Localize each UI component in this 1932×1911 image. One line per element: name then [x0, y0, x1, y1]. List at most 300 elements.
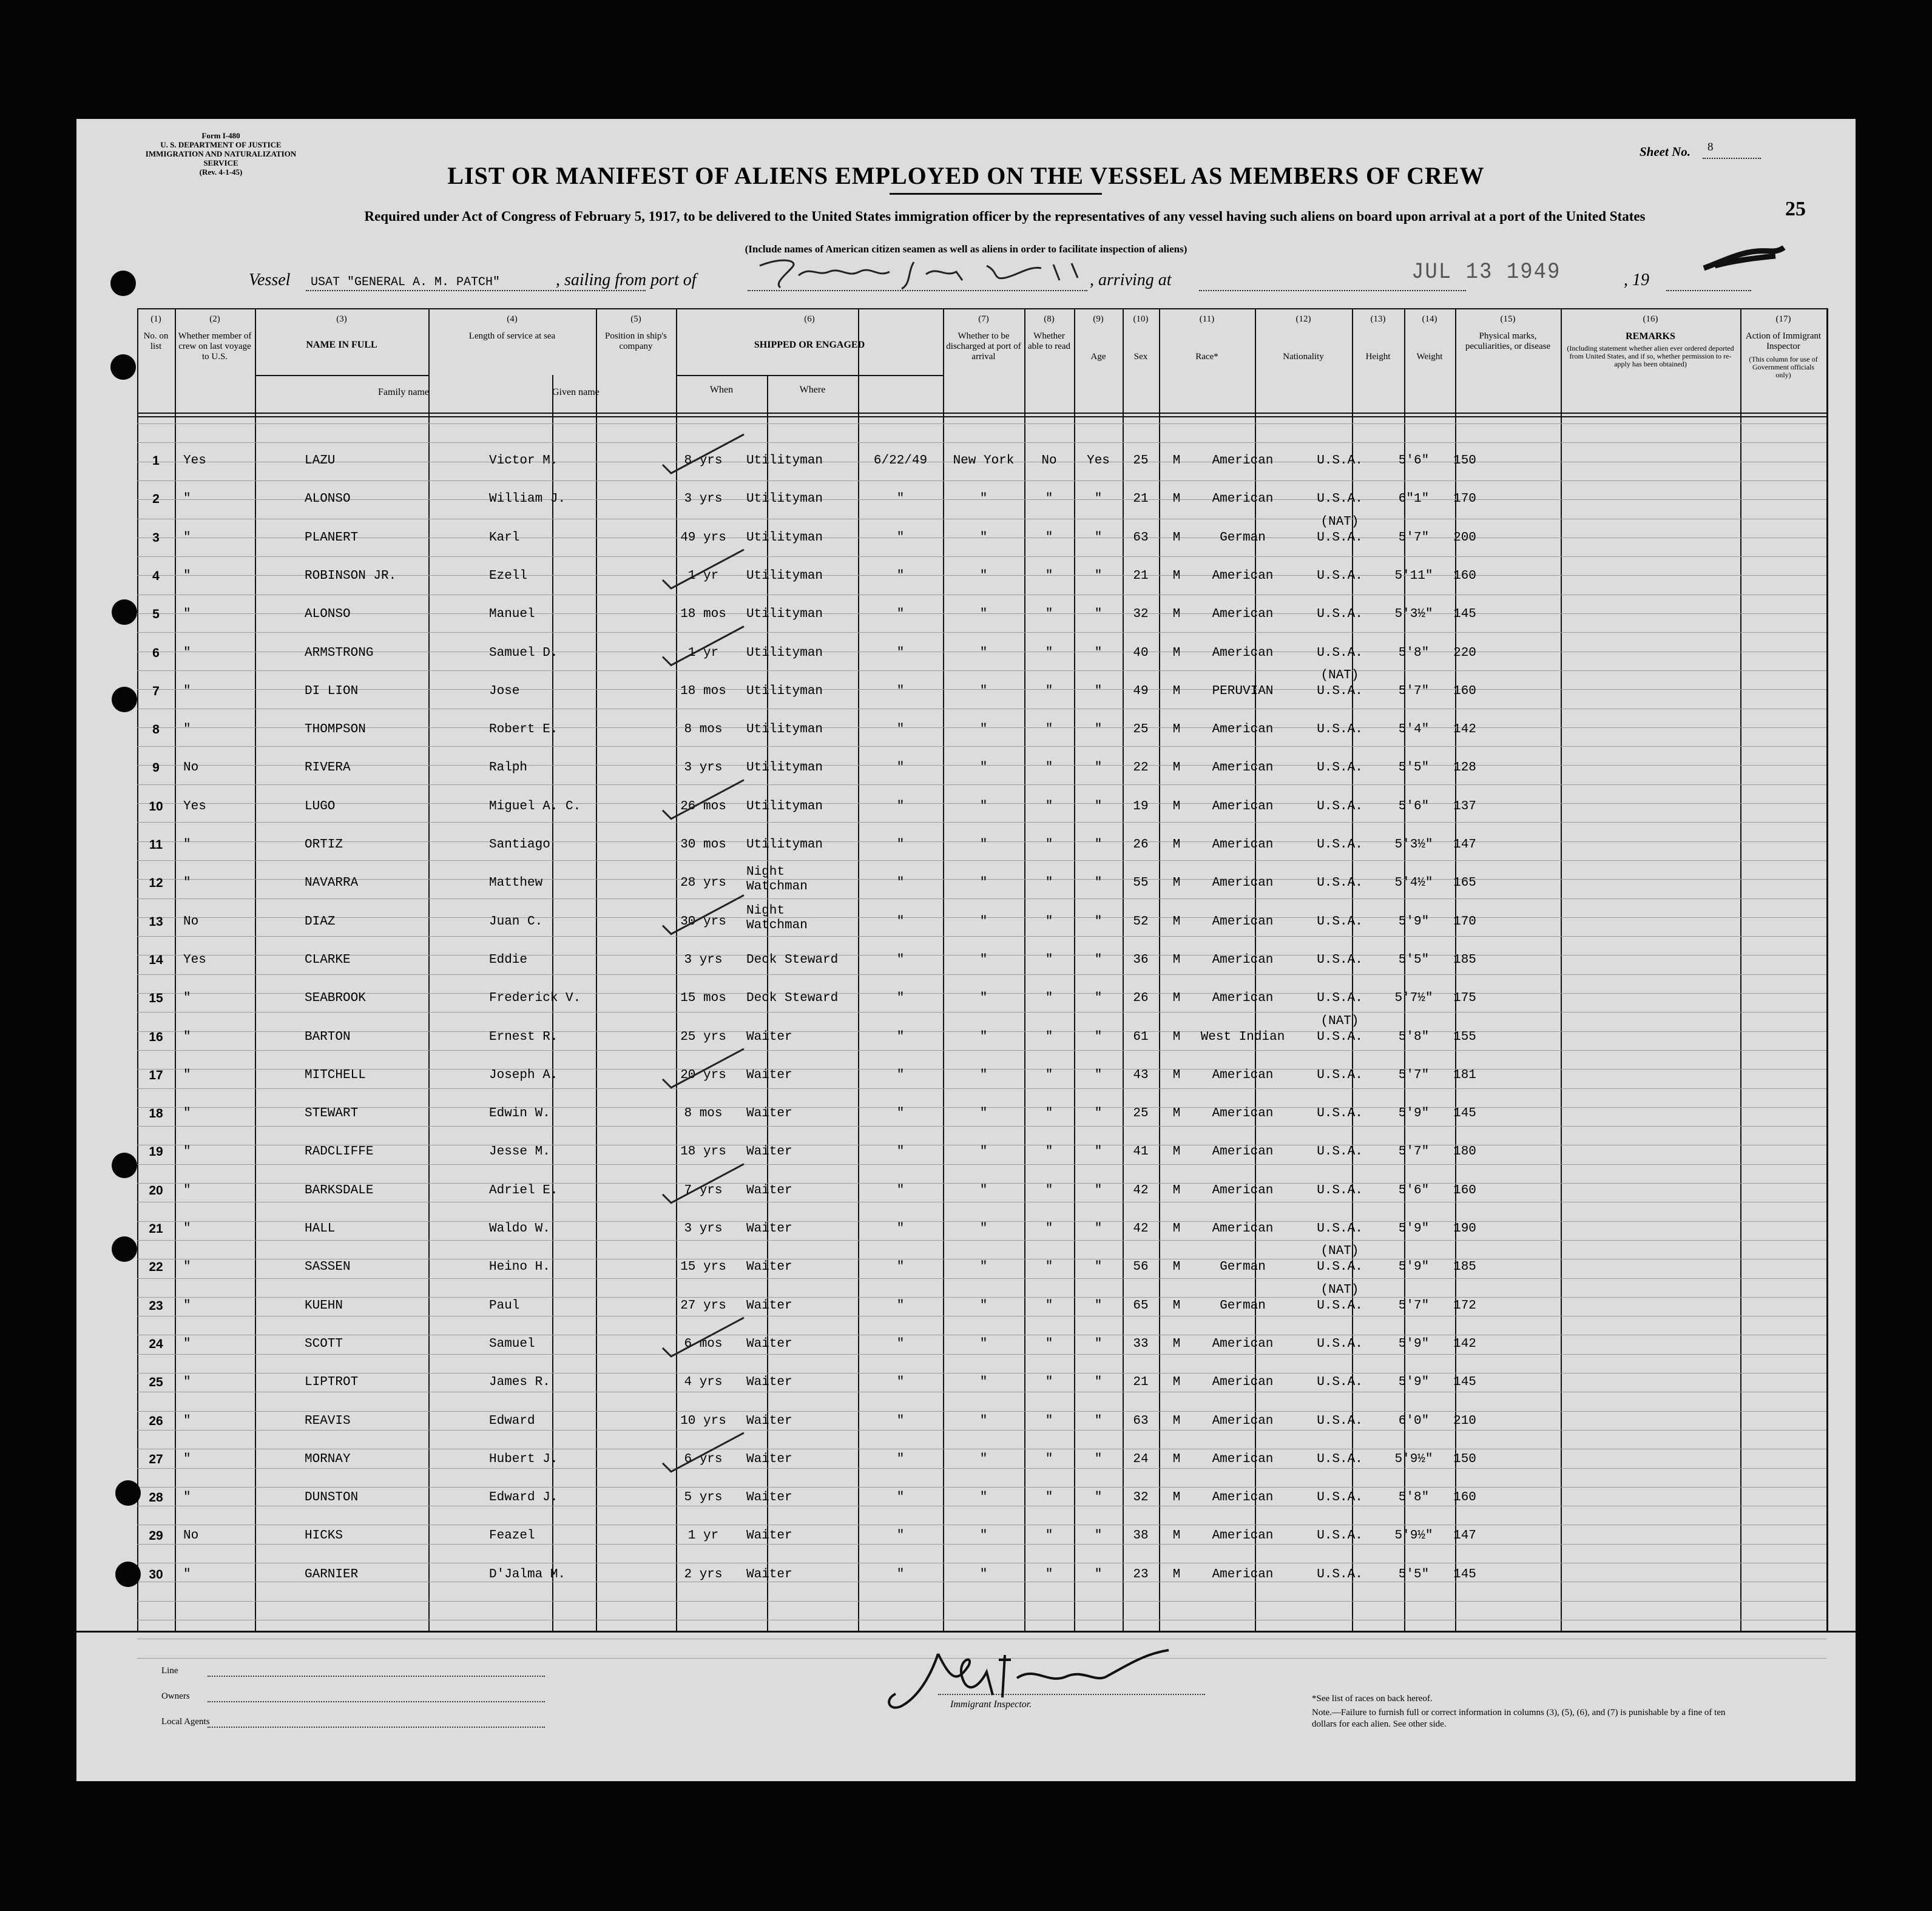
cell-where: " [979, 1452, 988, 1466]
cell-race: American [1212, 1068, 1274, 1082]
cell-race: American [1212, 1567, 1274, 1582]
cell-nat: U.S.A. [1317, 991, 1363, 1006]
column-number-17: (17) [1775, 314, 1791, 324]
cell-when: " [896, 914, 905, 929]
cell-position: Utilityman [746, 645, 823, 660]
cell-service: 4 yrs [684, 1375, 723, 1390]
cell-prev: " [183, 1068, 191, 1082]
cell-family: CLARKE [305, 952, 351, 967]
cell-given: Ernest R. [489, 1030, 558, 1044]
vessel-value: USAT "GENERAL A. M. PATCH" [311, 275, 501, 289]
cell-when: " [896, 952, 905, 967]
cell-discharged: " [1045, 568, 1053, 583]
sheet-number-value: 8 [1707, 141, 1714, 153]
cell-discharged: " [1045, 1298, 1053, 1313]
ruled-line [137, 1354, 1826, 1355]
cell-service: 6 yrs [684, 1452, 723, 1466]
cell-when: " [896, 684, 905, 698]
column-divider [1455, 308, 1456, 1631]
ruled-line [137, 822, 1826, 823]
cell-no: 13 [149, 914, 163, 929]
cell-read: " [1094, 1068, 1103, 1082]
header-rule [137, 413, 1826, 414]
cell-weight: 142 [1453, 723, 1476, 737]
cell-position: Utilityman [746, 723, 823, 737]
cell-service: 1 yr [687, 568, 719, 583]
column-number-15: (15) [1500, 314, 1516, 324]
cell-position: Utilityman [746, 530, 823, 545]
cell-sex: M [1172, 1414, 1181, 1428]
document-title: LIST OR MANIFEST OF ALIENS EMPLOYED ON THE VESSEL AS MEMBERS OF CREW [447, 162, 1485, 189]
cell-given: Joseph A. [489, 1068, 558, 1082]
cell-read: " [1094, 1260, 1103, 1275]
cell-family: ORTIZ [305, 838, 343, 852]
punch-hole [110, 354, 136, 380]
cell-nat: U.S.A. [1317, 1222, 1363, 1236]
cell-when: " [896, 876, 905, 891]
cell-race: German [1220, 1298, 1266, 1313]
sheet-number-label: Sheet No. [1640, 144, 1690, 159]
cell-nat: U.S.A. [1317, 914, 1363, 929]
cell-position: Waiter [746, 1068, 792, 1082]
owners-fill [208, 1701, 545, 1702]
sailing-port-handwriting [756, 254, 1096, 291]
cell-when: " [896, 607, 905, 622]
cell-service: 8 yrs [684, 454, 723, 468]
cell-weight: 160 [1453, 684, 1476, 698]
line-label: Line [161, 1666, 178, 1676]
column-divider [1740, 308, 1741, 1631]
form-revision: (Rev. 4-1-45) [199, 167, 243, 177]
cell-read: " [1094, 607, 1103, 622]
cell-discharged: " [1045, 1529, 1053, 1543]
cell-height: 5'9" [1398, 1336, 1430, 1351]
cell-age: 25 [1133, 1107, 1149, 1121]
cell-no: 22 [149, 1260, 163, 1275]
cell-prev: " [183, 1298, 191, 1313]
cell-position: Waiter [746, 1375, 792, 1390]
cell-read: " [1094, 991, 1103, 1006]
cell-height: 5'4½" [1394, 876, 1433, 891]
cell-no: 12 [149, 876, 163, 891]
cell-when: " [896, 530, 905, 545]
cell-given: Samuel D. [489, 645, 558, 660]
ruled-line [137, 423, 1826, 424]
cell-service: 1 yr [687, 645, 719, 660]
cell-sex: M [1172, 838, 1181, 852]
cell-sex: M [1172, 1375, 1181, 1390]
cell-sex: M [1172, 723, 1181, 737]
column-divider [428, 308, 430, 1631]
cell-no: 3 [152, 530, 160, 545]
column-number-1: (1) [150, 314, 161, 324]
cell-race: PERUVIAN [1212, 684, 1274, 698]
cell-read: " [1094, 914, 1103, 929]
cell-nat: U.S.A. [1317, 1183, 1363, 1198]
cell-service: 28 yrs [680, 876, 726, 891]
cell-age: 63 [1133, 530, 1149, 545]
cell-age: 52 [1133, 914, 1149, 929]
cell-position: Night Watchman [746, 903, 808, 932]
cell-given: Heino H. [489, 1260, 550, 1275]
cell-height: 5'7½" [1394, 991, 1433, 1006]
cell-service: 18 mos [680, 607, 726, 622]
cell-when: " [896, 761, 905, 775]
cell-position: Utilityman [746, 568, 823, 583]
cell-service: 18 mos [680, 684, 726, 698]
cell-where: " [979, 1567, 988, 1582]
cell-nat: U.S.A. [1317, 568, 1363, 583]
cell-service: 1 yr [687, 1529, 719, 1543]
column-number-11: (11) [1199, 314, 1215, 324]
cell-position: Deck Steward [746, 991, 839, 1006]
cell-nat: U.S.A. [1317, 1107, 1363, 1121]
cell-family: SEABROOK [305, 991, 366, 1006]
cell-prev: " [183, 838, 191, 852]
cell-sex: M [1172, 1298, 1181, 1313]
cell-no: 16 [149, 1030, 163, 1044]
column-number-7: (7) [978, 314, 989, 324]
cell-no: 5 [152, 607, 160, 622]
cell-sex: M [1172, 991, 1181, 1006]
cell-age: 65 [1133, 1298, 1149, 1313]
cell-family: RIVERA [305, 761, 351, 775]
cell-given: Feazel [489, 1529, 535, 1543]
cell-prev: " [183, 530, 191, 545]
cell-prev: " [183, 684, 191, 698]
cell-no: 2 [152, 492, 160, 507]
arrival-date-stamp: JUL 13 1949 [1411, 260, 1561, 285]
cell-nat: U.S.A. [1317, 1260, 1363, 1275]
column-header-17: Action of Immigrant Inspector [1745, 331, 1822, 351]
cell-where: " [979, 952, 988, 967]
column-divider [1024, 308, 1025, 1631]
cell-given: William J. [489, 492, 566, 507]
cell-naturalized-note: (NAT) [1320, 1244, 1359, 1259]
cell-weight: 200 [1453, 530, 1476, 545]
cell-prev: " [183, 568, 191, 583]
ruled-line [137, 1278, 1826, 1279]
cell-where: " [979, 1183, 988, 1198]
cell-family: KUEHN [305, 1298, 343, 1313]
cell-when: " [896, 799, 905, 814]
cell-weight: 155 [1453, 1030, 1476, 1044]
cell-no: 26 [149, 1414, 163, 1428]
cell-service: 10 yrs [680, 1414, 726, 1428]
cell-race: American [1212, 723, 1274, 737]
cell-where: " [979, 1375, 988, 1390]
cell-when: 6/22/49 [873, 454, 928, 468]
cell-given: Karl [489, 530, 520, 545]
cell-when: " [896, 1336, 905, 1351]
cell-position: Waiter [746, 1145, 792, 1159]
cell-race: American [1212, 1491, 1274, 1505]
cell-nat: U.S.A. [1317, 952, 1363, 967]
cell-given: Victor M. [489, 454, 558, 468]
cell-service: 3 yrs [684, 492, 723, 507]
cell-height: 5'9½" [1394, 1529, 1433, 1543]
cell-when: " [896, 1529, 905, 1543]
cell-nat: U.S.A. [1317, 838, 1363, 852]
cell-family: GARNIER [305, 1567, 359, 1582]
cell-weight: 145 [1453, 607, 1476, 622]
cell-prev: " [183, 1414, 191, 1428]
cell-discharged: No [1041, 454, 1057, 468]
cell-sex: M [1172, 1068, 1181, 1082]
cell-race: American [1212, 492, 1274, 507]
cell-position: Utilityman [746, 838, 823, 852]
cell-read: " [1094, 723, 1103, 737]
cell-nat: U.S.A. [1317, 1068, 1363, 1082]
cell-weight: 210 [1453, 1414, 1476, 1428]
when-header: When [709, 385, 734, 395]
cell-nat: U.S.A. [1317, 1030, 1363, 1044]
cell-family: STEWART [305, 1107, 359, 1121]
column-subnote-17: (This column for use of Government officials only) [1749, 355, 1818, 379]
page-number: 25 [1785, 198, 1806, 220]
cell-position: Waiter [746, 1491, 792, 1505]
cell-given: D'Jalma M. [489, 1567, 566, 1582]
cell-position: Waiter [746, 1107, 792, 1121]
subheader-rule [255, 375, 428, 376]
cell-where: " [979, 1222, 988, 1236]
ruled-line [137, 670, 1826, 671]
cell-where: " [979, 1145, 988, 1159]
cell-read: " [1094, 1107, 1103, 1121]
cell-discharged: " [1045, 914, 1053, 929]
cell-position: Waiter [746, 1529, 792, 1543]
cell-no: 6 [152, 645, 160, 660]
ruled-line [137, 1164, 1826, 1165]
cell-where: " [979, 1529, 988, 1543]
cell-read: " [1094, 1452, 1103, 1466]
cell-nat: U.S.A. [1317, 1298, 1363, 1313]
arriving-label: , arriving at [1090, 271, 1172, 289]
cell-weight: 175 [1453, 991, 1476, 1006]
cell-discharged: " [1045, 1375, 1053, 1390]
cell-prev: " [183, 607, 191, 622]
cell-family: BARKSDALE [305, 1183, 374, 1198]
cell-age: 49 [1133, 684, 1149, 698]
ruled-line [137, 784, 1826, 785]
cell-nat: U.S.A. [1317, 723, 1363, 737]
cell-no: 19 [149, 1145, 163, 1159]
cell-height: 5'11" [1394, 568, 1433, 583]
cell-read: " [1094, 1529, 1103, 1543]
title-underline [890, 193, 1102, 195]
cell-given: Frederick V. [489, 991, 581, 1006]
cell-height: 5'9" [1398, 1375, 1430, 1390]
cell-weight: 150 [1453, 454, 1476, 468]
cell-family: ARMSTRONG [305, 645, 374, 660]
cell-height: 5'7" [1398, 1145, 1430, 1159]
cell-family: SCOTT [305, 1336, 343, 1351]
cell-weight: 147 [1453, 1529, 1476, 1543]
cell-sex: M [1172, 761, 1181, 775]
cell-where: " [979, 761, 988, 775]
cell-read: " [1094, 1183, 1103, 1198]
ruled-line [137, 898, 1826, 899]
cell-where: " [979, 1068, 988, 1082]
cell-race: American [1212, 454, 1274, 468]
cell-where: " [979, 1030, 988, 1044]
ruled-line [137, 860, 1826, 861]
cell-age: 38 [1133, 1529, 1149, 1543]
column-number-13: (13) [1370, 314, 1386, 324]
column-number-5: (5) [630, 314, 641, 324]
cell-read: Yes [1087, 454, 1110, 468]
cell-where: " [979, 684, 988, 698]
cell-when: " [896, 723, 905, 737]
column-divider [596, 308, 597, 1631]
cell-no: 8 [152, 723, 160, 737]
cell-position: Utilityman [746, 607, 823, 622]
column-header-14: Weight [1416, 352, 1443, 362]
cell-position: Utilityman [746, 684, 823, 698]
cell-race: American [1212, 799, 1274, 814]
cell-height: 6"1" [1398, 492, 1430, 507]
cell-weight: 170 [1453, 492, 1476, 507]
cell-service: 5 yrs [684, 1491, 723, 1505]
cell-service: 3 yrs [684, 761, 723, 775]
cell-given: Eddie [489, 952, 528, 967]
column-divider [1159, 308, 1160, 1631]
cell-service: 7 yrs [684, 1183, 723, 1198]
column-divider [1404, 308, 1405, 1631]
cell-nat: U.S.A. [1317, 1414, 1363, 1428]
ruled-line [137, 1050, 1826, 1051]
cell-nat: U.S.A. [1317, 1529, 1363, 1543]
punch-hole [112, 687, 137, 712]
cell-discharged: " [1045, 1107, 1053, 1121]
cell-sex: M [1172, 1107, 1181, 1121]
cell-read: " [1094, 1030, 1103, 1044]
cell-service: 2 yrs [684, 1567, 723, 1582]
cell-given: Manuel [489, 607, 535, 622]
cell-prev: Yes [183, 799, 206, 814]
family-name-header: Family name [378, 387, 429, 397]
cell-race: American [1212, 1452, 1274, 1466]
punch-hole [115, 1480, 141, 1506]
ruled-line [137, 1012, 1826, 1013]
cell-race: American [1212, 1336, 1274, 1351]
cell-family: BARTON [305, 1030, 351, 1044]
cell-position: Waiter [746, 1260, 792, 1275]
cell-where: New York [953, 454, 1015, 468]
cell-sex: M [1172, 1529, 1181, 1543]
cell-service: 49 yrs [680, 530, 726, 545]
cell-age: 32 [1133, 607, 1149, 622]
cell-weight: 160 [1453, 1183, 1476, 1198]
cell-weight: 150 [1453, 1452, 1476, 1466]
cell-height: 5'8" [1398, 1491, 1430, 1505]
cell-when: " [896, 1567, 905, 1582]
column-header-8: Whether able to read [1028, 331, 1070, 351]
cell-family: LIPTROT [305, 1375, 359, 1390]
cell-prev: " [183, 645, 191, 660]
cell-where: " [979, 645, 988, 660]
cell-position: Utilityman [746, 492, 823, 507]
cell-weight: 160 [1453, 1491, 1476, 1505]
column-header-15: Physical marks, peculiarities, or disease [1465, 331, 1551, 351]
cell-given: Samuel [489, 1336, 535, 1351]
cell-given: Hubert J. [489, 1452, 558, 1466]
cell-read: " [1094, 1491, 1103, 1505]
cell-no: 25 [149, 1375, 163, 1390]
cell-when: " [896, 1183, 905, 1198]
column-number-9: (9) [1093, 314, 1104, 324]
cell-weight: 147 [1453, 838, 1476, 852]
cell-age: 43 [1133, 1068, 1149, 1082]
cell-where: " [979, 1414, 988, 1428]
ruled-line [137, 632, 1826, 633]
cell-given: Adriel E. [489, 1183, 558, 1198]
punch-hole [112, 1153, 137, 1178]
column-subnote-16: (Including statement whether alien ever ordered deported from United States, and if so, whether permission to re-apply has been obtained) [1567, 344, 1734, 368]
column-header-5: Position in ship's company [605, 331, 667, 351]
cell-prev: Yes [183, 952, 206, 967]
document-subnote: (Include names of American citizen seamen as well as aliens in order to facilitate inspection of aliens) [745, 243, 1187, 255]
cell-where: " [979, 991, 988, 1006]
cell-when: " [896, 1145, 905, 1159]
cell-service: 25 yrs [680, 1030, 726, 1044]
cell-given: Ralph [489, 761, 528, 775]
cell-sex: M [1172, 1030, 1181, 1044]
cell-no: 15 [149, 991, 163, 1006]
check-mark [663, 1318, 744, 1357]
cell-height: 5'4" [1398, 723, 1430, 737]
cell-nat: U.S.A. [1317, 607, 1363, 622]
cell-position: Waiter [746, 1222, 792, 1236]
cell-height: 5'5" [1398, 761, 1430, 775]
cell-where: " [979, 1107, 988, 1121]
cell-nat: U.S.A. [1317, 454, 1363, 468]
ruled-line [137, 1240, 1826, 1241]
cell-race: American [1212, 1183, 1274, 1198]
cell-family: MITCHELL [305, 1068, 366, 1082]
ruled-line [137, 1487, 1826, 1488]
cell-weight: 160 [1453, 568, 1476, 583]
cell-age: 61 [1133, 1030, 1149, 1044]
cell-age: 26 [1133, 838, 1149, 852]
cell-race: West Indian [1200, 1030, 1285, 1044]
form-number: Form I-480 [201, 131, 240, 140]
penalty-note: Note.—Failure to furnish full or correct information in columns (3), (5), (6), and (7) is punishable by a fine of ten dollars for each alien. See other side. [1312, 1708, 1726, 1729]
cell-given: Robert E. [489, 723, 558, 737]
cell-discharged: " [1045, 684, 1053, 698]
column-header-6: SHIPPED OR ENGAGED [754, 340, 865, 350]
cell-race: American [1212, 607, 1274, 622]
cell-prev: " [183, 1567, 191, 1582]
check-mark [663, 434, 744, 473]
cell-no: 17 [149, 1068, 163, 1082]
ruled-line [137, 936, 1826, 937]
cell-where: " [979, 1336, 988, 1351]
cell-height: 5'3½" [1394, 607, 1433, 622]
cell-when: " [896, 1375, 905, 1390]
cell-position: Utilityman [746, 761, 823, 775]
cell-where: " [979, 492, 988, 507]
ruled-line [137, 1601, 1826, 1602]
cell-sex: M [1172, 1567, 1181, 1582]
cell-family: DUNSTON [305, 1491, 359, 1505]
cell-age: 36 [1133, 952, 1149, 967]
cell-weight: 180 [1453, 1145, 1476, 1159]
cell-where: " [979, 914, 988, 929]
cell-race: German [1220, 530, 1266, 545]
cell-prev: No [183, 761, 199, 775]
column-header-1: No. on list [143, 331, 169, 351]
